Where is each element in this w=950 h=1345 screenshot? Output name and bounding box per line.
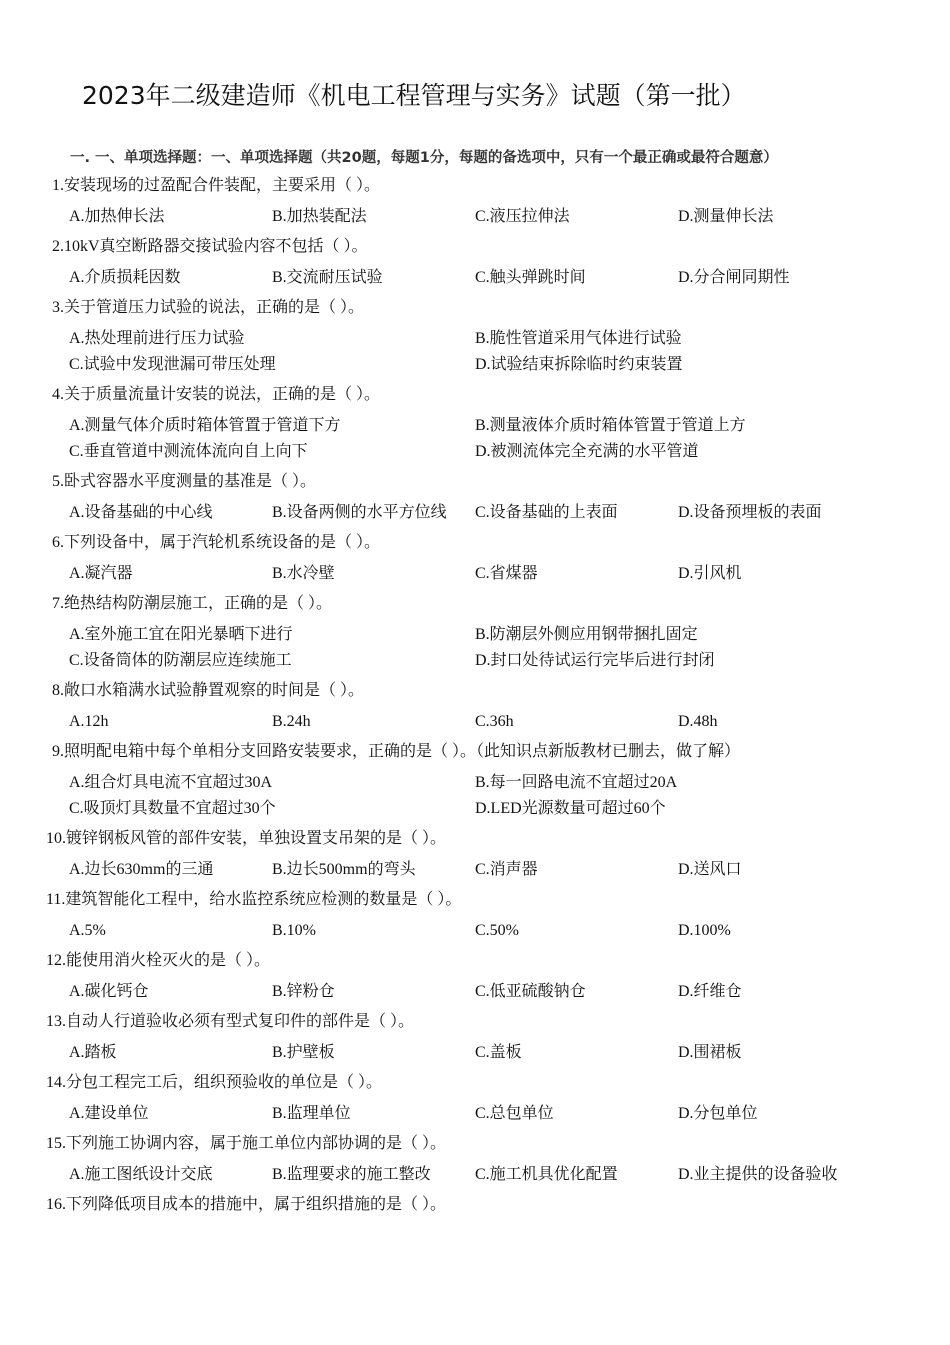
option-a: A.加热伸长法 (69, 208, 165, 225)
option-b: B.测量液体介质时箱体管置于管道上方 (475, 417, 746, 434)
option-b: B.防潮层外侧应用钢带捆扎固定 (475, 626, 698, 643)
page-title: 2023年二级建造师《机电工程管理与实务》试题（第一批） (82, 81, 746, 110)
option-d: D.纤维仓 (678, 983, 742, 1000)
option-a: A.建设单位 (69, 1105, 149, 1122)
option-b: B.交流耐压试验 (272, 269, 383, 286)
option-c: C.吸顶灯具数量不宜超过30个 (69, 800, 276, 817)
option-b: B.锌粉仓 (272, 983, 335, 1000)
option-d: D.引风机 (678, 565, 742, 582)
option-a: A.12h (69, 713, 109, 730)
option-c: C.设备基础的上表面 (475, 504, 618, 521)
option-b: B.24h (272, 713, 311, 730)
section-heading: 一. 一、单项选择题：一、单项选择题（共20题，每题1分，每题的备选项中，只有一个最正确或最符合题意） (70, 150, 778, 166)
option-a: A.组合灯具电流不宜超过30A (69, 774, 273, 791)
question-stem: 15.下列施工协调内容，属于施工单位内部协调的是（ ）。 (46, 1135, 447, 1152)
option-c: C.省煤器 (475, 565, 538, 582)
option-d: D.送风口 (678, 861, 742, 878)
option-c: C.垂直管道中测流体流向自上向下 (69, 443, 308, 460)
question-stem: 1.安装现场的过盈配合件装配，主要采用（ ）。 (52, 177, 381, 194)
option-d: D.设备预埋板的表面 (678, 504, 822, 521)
option-c: C.设备筒体的防潮层应连续施工 (69, 652, 292, 669)
option-b: B.加热装配法 (272, 208, 367, 225)
question-stem: 12.能使用消火栓灭火的是（ ）。 (46, 952, 271, 969)
question-stem: 5.卧式容器水平度测量的基准是（ ）。 (52, 473, 317, 490)
option-c: C.触头弹跳时间 (475, 269, 586, 286)
option-d: D.封口处待试运行完毕后进行封闭 (475, 652, 715, 669)
option-b: B.水冷壁 (272, 565, 335, 582)
option-b: B.每一回路电流不宜超过20A (475, 774, 678, 791)
option-d: D.试验结束拆除临时约束装置 (475, 356, 683, 373)
question-stem: 7.绝热结构防潮层施工，正确的是（ ）。 (52, 595, 333, 612)
option-a: A.5% (69, 922, 106, 939)
option-a: A.介质损耗因数 (69, 269, 181, 286)
option-a: A.碳化钙仓 (69, 983, 149, 1000)
option-a: A.室外施工宜在阳光暴晒下进行 (69, 626, 293, 643)
question-stem: 9.照明配电箱中每个单相分支回路安装要求，正确的是（ ）。（此知识点新版教材已删去，做了解） (52, 743, 741, 760)
option-d: D.分合闸同期性 (678, 269, 790, 286)
option-d: D.分包单位 (678, 1105, 758, 1122)
option-d: D.业主提供的设备验收 (678, 1166, 838, 1183)
option-c: C.50% (475, 922, 519, 939)
option-a: A.施工图纸设计交底 (69, 1166, 213, 1183)
option-b: B.10% (272, 922, 316, 939)
option-d: D.100% (678, 922, 731, 939)
question-stem: 8.敞口水箱满水试验静置观察的时间是（ ）。 (52, 682, 365, 699)
question-stem: 16.下列降低项目成本的措施中，属于组织措施的是（ ）。 (46, 1196, 447, 1213)
question-stem: 13.自动人行道验收必须有型式复印件的部件是（ ）。 (46, 1013, 415, 1030)
option-a: A.凝汽器 (69, 565, 133, 582)
option-c: C.液压拉伸法 (475, 208, 570, 225)
question-stem: 11.建筑智能化工程中，给水监控系统应检测的数量是（ ）。 (46, 891, 462, 908)
question-stem: 4.关于质量流量计安装的说法，正确的是（ ）。 (52, 386, 381, 403)
option-c: C.施工机具优化配置 (475, 1166, 618, 1183)
question-stem: 2.10kV真空断路器交接试验内容不包括（ ）。 (52, 238, 368, 255)
option-c: C.低亚硫酸钠仓 (475, 983, 586, 1000)
option-c: C.盖板 (475, 1044, 522, 1061)
question-stem: 6.下列设备中，属于汽轮机系统设备的是（ ）。 (52, 534, 381, 551)
option-d: D.LED光源数量可超过60个 (475, 800, 666, 817)
question-stem: 3.关于管道压力试验的说法，正确的是（ ）。 (52, 299, 365, 316)
option-a: A.设备基础的中心线 (69, 504, 213, 521)
option-c: C.消声器 (475, 861, 538, 878)
option-a: A.边长630mm的三通 (69, 861, 214, 878)
option-b: B.监理要求的施工整改 (272, 1166, 431, 1183)
option-b: B.监理单位 (272, 1105, 351, 1122)
option-d: D.48h (678, 713, 718, 730)
question-stem: 10.镀锌钢板风管的部件安装，单独设置支吊架的是（ ）。 (46, 830, 447, 847)
question-stem: 14.分包工程完工后，组织预验收的单位是（ ）。 (46, 1074, 383, 1091)
option-b: B.设备两侧的水平方位线 (272, 504, 447, 521)
option-c: C.36h (475, 713, 514, 730)
option-c: C.总包单位 (475, 1105, 554, 1122)
option-c: C.试验中发现泄漏可带压处理 (69, 356, 276, 373)
option-a: A.踏板 (69, 1044, 117, 1061)
option-d: D.测量伸长法 (678, 208, 774, 225)
option-d: D.围裙板 (678, 1044, 742, 1061)
option-b: B.边长500mm的弯头 (272, 861, 416, 878)
option-a: A.热处理前进行压力试验 (69, 330, 245, 347)
option-d: D.被测流体完全充满的水平管道 (475, 443, 699, 460)
option-b: B.护壁板 (272, 1044, 335, 1061)
option-a: A.测量气体介质时箱体管置于管道下方 (69, 417, 341, 434)
option-b: B.脆性管道采用气体进行试验 (475, 330, 682, 347)
